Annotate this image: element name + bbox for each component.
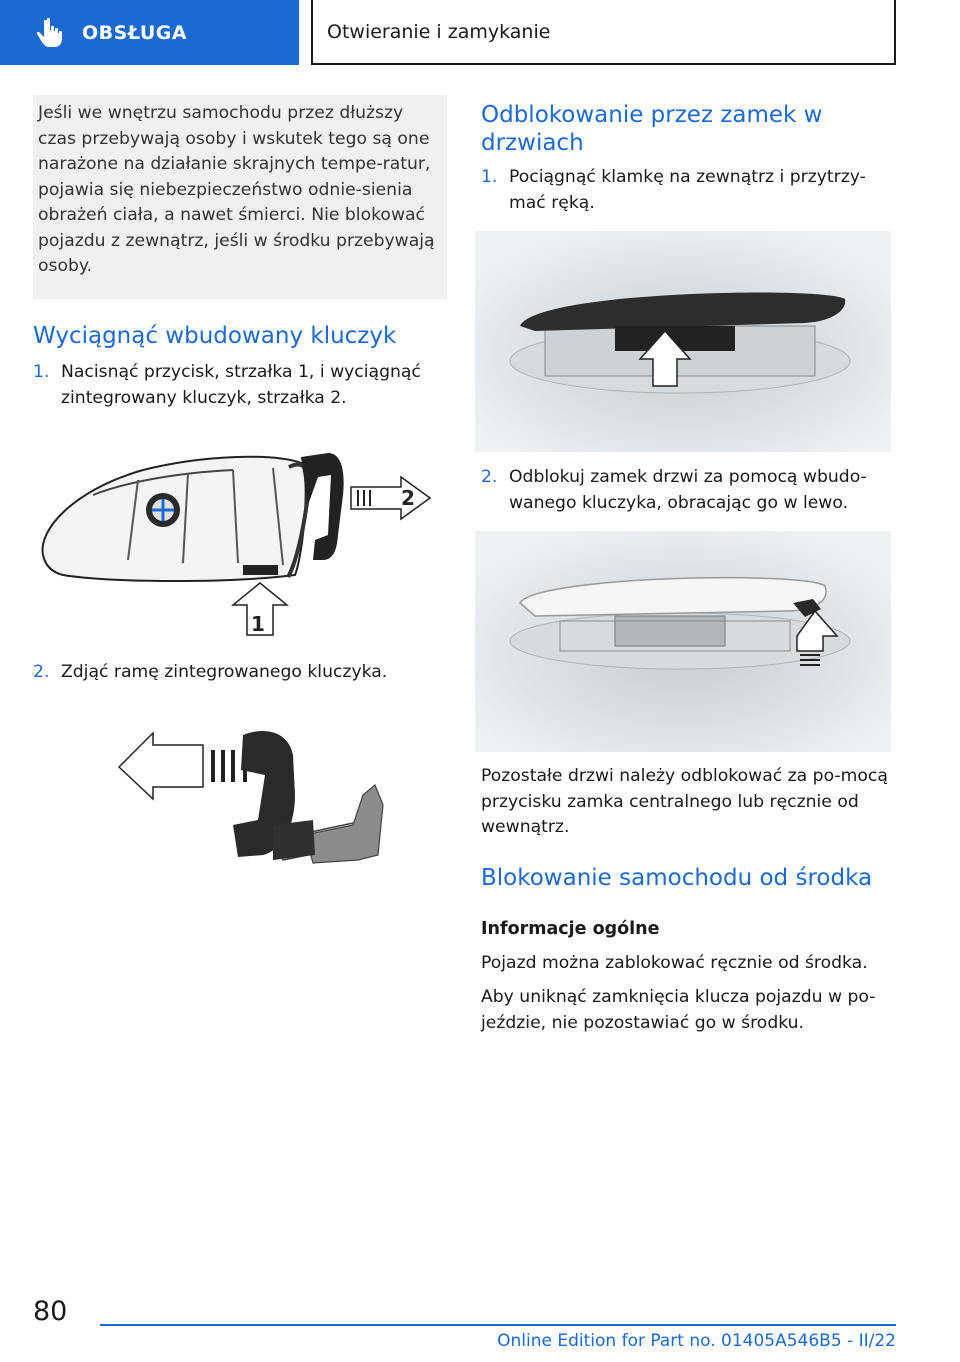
heading-extract-key: Wyciągnąć wbudowany kluczyk [33,323,397,349]
step-number: 2. [481,467,498,487]
step-number: 1. [33,362,50,382]
section-tab[interactable] [0,0,299,65]
page-number: 80 [33,1296,68,1327]
step-text: Nacisnąć przycisk, strzałka 1, i wyciągnąć zintegrowany kluczyk, strzałka 2. [61,362,421,408]
subheading-general: Informacje ogólne [481,919,660,939]
para-key-left-inside: Aby uniknąć zamknięcia klucza pojazdu w po-jeździe, nie pozostawiać go w środku. [481,987,876,1033]
door-handle-figure [475,231,891,452]
step-text: Zdjąć ramę zintegrowanego kluczyka. [61,662,388,682]
key-fob-figure [33,435,447,650]
heading-door-unlock: Odblokowanie przez zamek w drzwiach [481,102,823,156]
door-lock-figure [475,531,891,752]
section-label: OBSŁUGA [82,21,188,44]
integrated-key-figure [33,715,447,915]
step-text: Odblokuj zamek drzwi za pomocą wbudo-wanego kluczyka, obracając go w lewo. [509,467,867,513]
heading-lock-inside: Blokowanie samochodu od środka [481,865,873,891]
footer-divider [100,1324,896,1326]
para-other-doors: Pozostałe drzwi należy odblokować za po-mocą przycisku zamka centralnego lub ręcznie od wewnątrz. [481,766,888,837]
hand-pointer-icon [30,13,70,53]
list-item [33,660,447,686]
list-item [33,360,447,411]
warning-box [33,95,447,299]
list-item [481,165,891,216]
arrow-2-label: 2 [401,486,415,510]
step-text: Pociągnąć klamkę na zewnątrz i przytrzy-mać ręką. [509,167,866,213]
chapter-title-text: Otwieranie i zamykanie [327,20,551,43]
footer-edition: Online Edition for Part no. 01405A546B5 - II/22 [497,1331,896,1351]
warning-text: Jeśli we wnętrzu samochodu przez dłuższy czas przebywają osoby i wskutek tego są one narażone na działanie skrajnych tempe-ratur, pojawia się niebezpieczeństwo odnie-sienia obrażeń ciała, a nawet śmierci. Nie blokować pojazdu z zewnątrz, jeśli w środku przebywają osoby. [38,103,435,276]
arrow-1-label: 1 [251,612,265,636]
para-manual-lock: Pojazd można zablokować ręcznie od środka. [481,953,868,973]
step-number: 1. [481,167,498,187]
step-number: 2. [33,662,50,682]
chapter-title [311,0,896,65]
list-item [481,465,891,516]
